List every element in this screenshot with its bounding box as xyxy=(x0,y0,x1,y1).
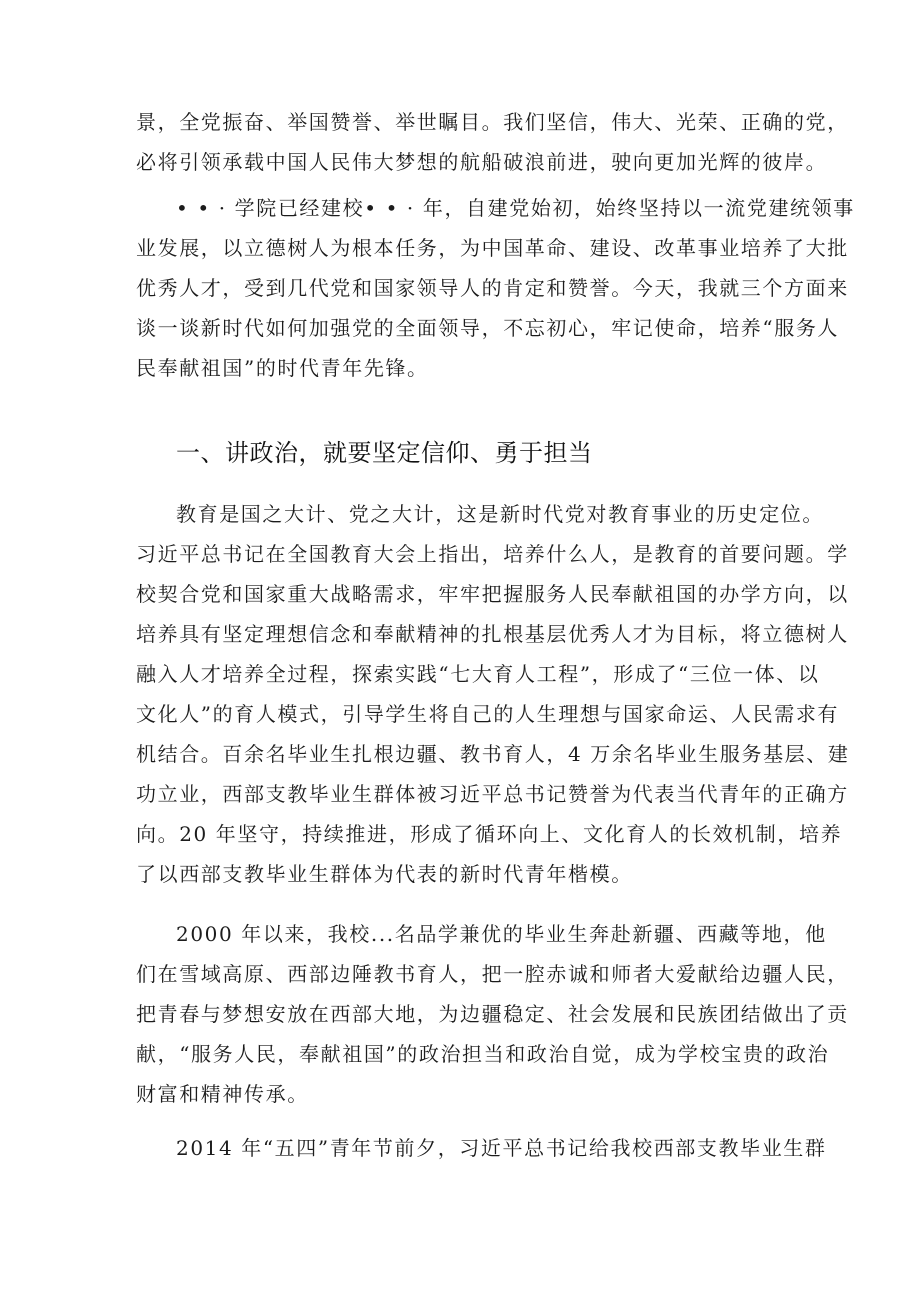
paragraph-line: 校契合党和国家重大战略需求，牢牢把握服务人民奉献祖国的办学方向，以 xyxy=(136,582,849,606)
paragraph-line: 们在雪域高原、西部边陲教书育人，把一腔赤诚和师者大爱献给边疆人民， xyxy=(136,962,849,986)
paragraph-line: 把青春与梦想安放在西部大地，为边疆稳定、社会发展和民族团结做出了贡 xyxy=(136,1002,849,1026)
paragraph-line: 功立业，西部支教毕业生群体被习近平总书记赞誉为代表当代青年的正确方 xyxy=(136,782,849,806)
paragraph-line: 2000 年以来，我校...名品学兼优的毕业生奔赴新疆、西藏等地，他 xyxy=(176,922,827,946)
section-heading: 一、讲政治，就要坚定信仰、勇于担当 xyxy=(176,439,593,467)
paragraph-line: 习近平总书记在全国教育大会上指出，培养什么人，是教育的首要问题。学 xyxy=(136,542,849,566)
paragraph-line: • • · 学院已经建校• • · 年，自建党始初，始终坚持以一流党建统领事 xyxy=(176,196,855,220)
paragraph-line: 培养具有坚定理想信念和奉献精神的扎根基层优秀人才为目标，将立德树人 xyxy=(136,622,849,646)
paragraph-line: 教育是国之大计、党之大计，这是新时代党对教育事业的历史定位。 xyxy=(176,502,824,526)
paragraph-line: 优秀人才，受到几代党和国家领导人的肯定和赞誉。今天，我就三个方面来 xyxy=(136,276,849,300)
paragraph-line: 民奉献祖国”的时代青年先锋。 xyxy=(136,356,429,380)
paragraph-line: 献，“服务人民，奉献祖国”的政治担当和政治自觉，成为学校宝贵的政治 xyxy=(136,1042,830,1066)
paragraph-line: 业发展，以立德树人为根本任务，为中国革命、建设、改革事业培养了大批 xyxy=(136,236,849,260)
paragraph-line: 融入人才培养全过程，探索实践“七大育人工程”，形成了“三位一体、以 xyxy=(136,662,820,686)
paragraph-line: 景，全党振奋、举国赞誉、举世瞩目。我们坚信，伟大、光荣、正确的党， xyxy=(136,110,849,134)
paragraph-line: 文化人”的育人模式，引导学生将自己的人生理想与国家命运、人民需求有 xyxy=(136,702,840,726)
paragraph-line: 了以西部支教毕业生群体为代表的新时代青年楷模。 xyxy=(136,862,633,886)
paragraph-line: 必将引领承载中国人民伟大梦想的航船破浪前进，驶向更加光辉的彼岸。 xyxy=(136,150,828,174)
paragraph-line: 机结合。百余名毕业生扎根边疆、教书育人，4 万余名毕业生服务基层、建 xyxy=(136,742,850,766)
paragraph-line: 向。20 年坚守，持续推进，形成了循环向上、文化育人的长效机制，培养 xyxy=(136,822,843,846)
paragraph-line: 谈一谈新时代如何加强党的全面领导，不忘初心，牢记使命，培养“服务人 xyxy=(136,316,840,340)
paragraph-line: 财富和精神传承。 xyxy=(136,1082,309,1106)
paragraph-line: 2014 年“五四”青年节前夕，习近平总书记给我校西部支教毕业生群 xyxy=(176,1136,827,1160)
